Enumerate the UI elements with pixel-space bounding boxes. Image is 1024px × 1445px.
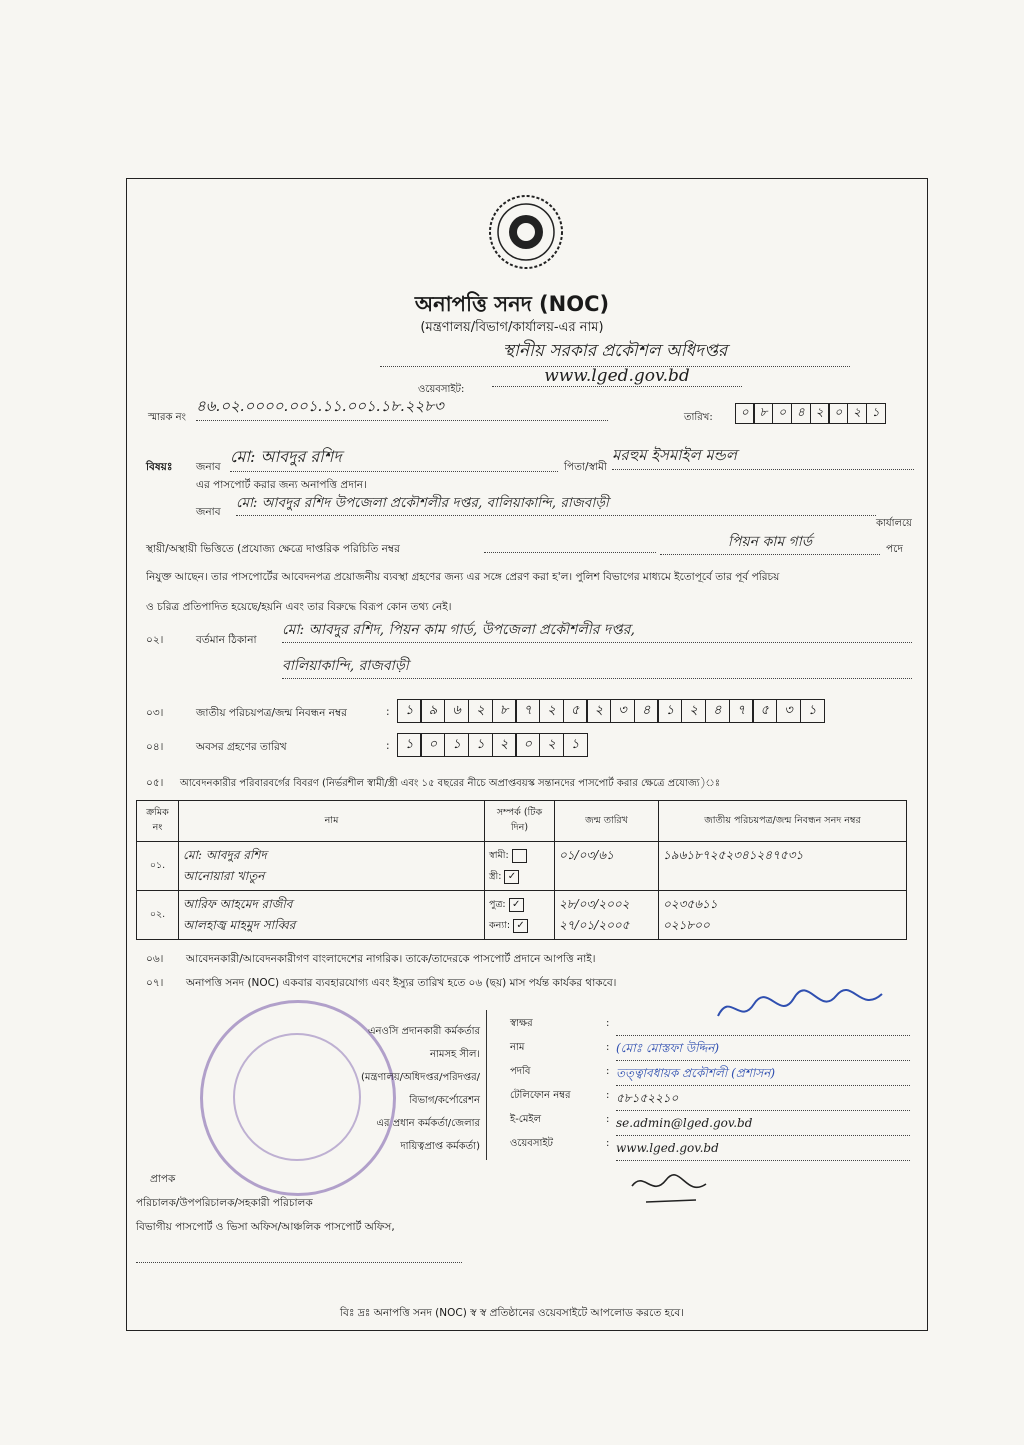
subject-label: বিষয়ঃ [146,461,173,473]
date-digit: ১ [866,403,886,424]
member-name: আলহাজ্ব মাহমুদ সাব্বির [183,918,296,932]
applicant-office: মো: আবদুর রশিদ উপজেলা প্রকৌশলীর দপ্তর, বালিয়াকান্দি, রাজবাড়ী [236,492,876,516]
nid-digit: ২ [539,699,564,723]
nid-digit: ১ [800,699,825,723]
body-line5: ও চরিত্র প্রতিপাদিত হয়েছে/হয়নি এবং তার বিরুদ্ধে বিরূপ কোন তথ্য নেই। [146,601,452,613]
signature-label: স্বাক্ষর [510,1018,533,1029]
date-digit: ০ [772,403,792,424]
declaration-6: আবেদনকারী/আবেদনকারীগণ বাংলাদেশের নাগরিক। তাকে/তাদেরকে পাসপোর্ট প্রদানে আপত্তি নাই। [186,953,596,965]
officer-signature-icon [710,986,890,1034]
signature-left-line: (মন্ত্রণালয়/অধিদপ্তর/পরিদপ্তর/ [360,1072,480,1083]
row-dobs [555,842,659,891]
member-dob: ০১/০৩/৬১ [559,848,614,862]
row-names [179,842,485,891]
signature-left-line: দায়িত্বপ্রাপ্ত কর্মকর্তা) [400,1141,480,1152]
family-label: আবেদনকারীর পরিবারবর্গের বিবরণ (নির্ভরশীল স্বামী/স্ত্রী এবং ১৫ বছরের নীচে অপ্রাপ্তবয়স্ক সন্তানদের পাসপোর্ট করার ক্ষেত্রে প্রযোজ্য)ঃ [180,778,721,789]
nid-digit: ৭ [515,699,540,723]
member-dob: ২৮/০৩/২০০২ [559,897,630,911]
member-name: মো: আবদুর রশিদ [183,848,267,862]
signature-seps: : : : : : : [606,1018,610,1149]
retire-digit: ০ [420,733,445,757]
body-janab: জনাব [196,506,221,518]
officer-designation: তত্ত্বাবধায়ক প্রকৌশলী (প্রশাসন) [616,1061,910,1086]
signature-values [616,1012,910,1161]
date-digit: ২ [810,403,830,424]
subject-line2: এর পাসপোর্ট করার জন্য অনাপত্তি প্রদান। [196,479,367,491]
date-digit: ০ [735,403,755,424]
declaration-7: অনাপত্তি সনদ (NOC) একবার ব্যবহারযোগ্য এবং ইস্যুর তারিখ হতে ০৬ (ছয়) মাস পর্যন্ত কার্যকর থাকবে। [186,977,617,989]
date-digit: ০ [828,403,848,424]
family-number-label: ০৫। [146,777,164,789]
retire-digit: ১ [397,733,422,757]
relation-checkbox[interactable]: ✓ [513,919,528,933]
retire-digit: ১ [444,733,469,757]
member-id [663,866,902,887]
date-boxes [736,403,886,424]
nid-digit: ২ [681,699,706,723]
nid-label: জাতীয় পরিচয়পত্র/জন্ম নিবন্ধন নম্বর [196,707,347,719]
declaration-6-number: ০৬। [146,953,164,965]
relation-checkbox[interactable]: ✓ [509,898,524,912]
name-label: নাম [510,1042,525,1053]
nid-digit: ১ [657,699,682,723]
member-id: ০২১৮০০ [663,918,710,932]
signature-labels [510,1012,571,1156]
member-id: ১৯৬১৮৭২৫২৩৪১২৪৭৫৩১ [663,848,804,862]
header-name: নাম [179,801,485,842]
father-name: মরহুম ইসমাইল মন্ডল [612,444,914,470]
header-relation: সম্পর্ক (টিক দিন) [485,801,555,842]
page-title: অনাপত্তি সনদ (NOC) [414,292,610,316]
relation-label: স্ত্রী: [489,871,502,882]
retire-number-label: ০৪। [146,741,164,753]
nid-digit: ২ [586,699,611,723]
officer-phone: ৫৮১৫২২১০ [616,1086,910,1111]
retire-date-boxes [398,733,588,757]
retire-digit: ০ [515,733,540,757]
government-emblem-icon [486,192,566,272]
designation-label: পদবি [510,1066,531,1077]
nid-digit: ৮ [492,699,517,723]
nid-digit: ৬ [444,699,469,723]
post-name: পিয়ন কাম গার্ড [660,530,880,555]
row-ids [659,842,907,891]
nid-digit: ৩ [610,699,635,723]
header-id: জাতীয় পরিচয়পত্র/জন্ম নিবন্ধন সনদ নম্বর [659,801,907,842]
family-table-header [137,801,907,842]
body-line4: নিযুক্ত আছেন। তার পাসপোর্টের আবেদনপত্র প্রয়োজনীয় ব্যবস্থা গ্রহণের জন্য এর সঙ্গে প্রেরণ করা হ'ল। পুলিশ বিভাগের মাধ্যমে ইতোপূর্বে তার পূর্ব পরিচয় [146,571,780,583]
memo-number: ৪৬.০২.০০০০.০০১.১১.০০১.১৮.২২৮৩ [196,395,608,421]
nid-digit: ১ [397,699,422,723]
officer-name: (মোঃ মোস্তফা উদ্দিন) [616,1036,910,1061]
member-dob: ২৭/০১/২০০৫ [559,918,630,932]
nid-digit: ৩ [776,699,801,723]
address-label: বর্তমান ঠিকানা [196,634,257,646]
row-names [179,891,485,940]
signature-left-line: নামসহ সীল। [430,1049,480,1060]
header-dob: জন্ম তারিখ [555,801,659,842]
date-digit: ২ [847,403,867,424]
retire-digit: ১ [468,733,493,757]
vertical-divider [486,1010,505,1160]
memo-label: স্মারক নং [148,412,186,423]
official-id-blank [484,552,656,553]
office-name: স্থানীয় সরকার প্রকৌশল অধিদপ্তর [380,338,850,367]
retire-digit: ১ [563,733,588,757]
relation-checkbox[interactable] [512,849,527,863]
nid-digit: ২ [468,699,493,723]
signature-left-block [300,1020,480,1158]
table-row [137,842,907,891]
table-row [137,891,907,940]
body-line3-end: পদে [886,543,903,555]
signature-left-line: এনওসি প্রদানকারী কর্মকর্তার [367,1026,480,1037]
footer-note: বিঃ দ্রঃ অনাপত্তি সনদ (NOC) স্ব স্ব প্রতিষ্ঠানের ওয়েবসাইটে আপলোড করতে হবে। [340,1307,684,1319]
member-id: ০২৩৫৬১১ [663,897,718,911]
website-label-2: ওয়েবসাইট [510,1138,553,1149]
row-serial: ০১. [137,842,179,891]
nid-digit: ৪ [634,699,659,723]
retire-label: অবসর গ্রহণের তারিখ [196,741,287,753]
nid-digit: ৫ [563,699,588,723]
initial-signature-icon [626,1168,716,1208]
retire-digit: ২ [539,733,564,757]
retire-digit: ২ [492,733,517,757]
nid-digit: ৫ [752,699,777,723]
officer-email: se.admin@lged.gov.bd [616,1111,910,1136]
website-value: www.lged.gov.bd [492,366,742,387]
header-serial: ক্রমিক নং [137,801,179,842]
nid-number-label: ০৩। [146,707,164,719]
address-number: ০২। [146,634,164,646]
officer-website: www.lged.gov.bd [616,1136,910,1161]
nid-digit: ৭ [729,699,754,723]
applicant-name: মো: আবদুর রশিদ [230,444,558,472]
office-suffix: কার্যালয়ে [876,518,912,529]
email-label: ই-মেইল [510,1114,542,1125]
date-label: তারিখ: [684,412,713,423]
recipient-line2: বিভাগীয় পাসপোর্ট ও ভিসা অফিস/আঞ্চলিক পাসপোর্ট অফিস, [136,1221,395,1233]
subject-janab: জনাব [196,461,221,473]
nid-digit: ৯ [420,699,445,723]
relation-checkbox[interactable]: ✓ [504,870,519,884]
member-name: আরিফ আহমেদ রাজীব [183,897,293,911]
address-line1: মো: আবদুর রশিদ, পিয়ন কাম গার্ড, উপজেলা প্রকৌশলীর দপ্তর, [282,618,912,643]
member-dob [559,866,654,887]
recipient-blank-line [136,1262,462,1263]
address-line2: বালিয়াকান্দি, রাজবাড়ী [282,654,912,679]
relation-label: পুত্র: [489,899,506,910]
row-dobs [555,891,659,940]
father-label: পিতা/স্বামী [564,461,607,473]
signature-left-line: বিভাগ/কর্পোরেশন [409,1095,480,1106]
row-ids [659,891,907,940]
website-label: ওয়েবসাইট: [418,384,465,395]
family-table [136,800,907,940]
signature-left-line: এর প্রধান কর্মকর্তা/জেলার [376,1118,480,1129]
recipient-label: প্রাপক [150,1173,176,1185]
declaration-7-number: ০৭। [146,977,164,989]
phone-label: টেলিফোন নম্বর [510,1090,571,1101]
recipient-line1: পরিচালক/উপপরিচালক/সহকারী পরিচালক [136,1197,313,1209]
date-digit: ৮ [753,403,773,424]
body-line3-start: স্থায়ী/অস্থায়ী ভিত্তিতে (প্রযোজ্য ক্ষেত্রে দাপ্তরিক পরিচিতি নম্বর [146,543,400,555]
office-label: (মন্ত্রণালয়/বিভাগ/কার্যালয়-এর নাম) [420,320,604,335]
relation-label: স্বামী: [489,850,509,861]
nid-boxes [398,699,825,723]
row-relations [485,891,555,940]
row-serial: ০২. [137,891,179,940]
member-name: আনোয়ারা খাতুন [183,869,265,883]
nid-digit: ৪ [705,699,730,723]
date-digit: ৪ [791,403,811,424]
row-relations [485,842,555,891]
relation-label: কন্যা: [489,920,511,931]
